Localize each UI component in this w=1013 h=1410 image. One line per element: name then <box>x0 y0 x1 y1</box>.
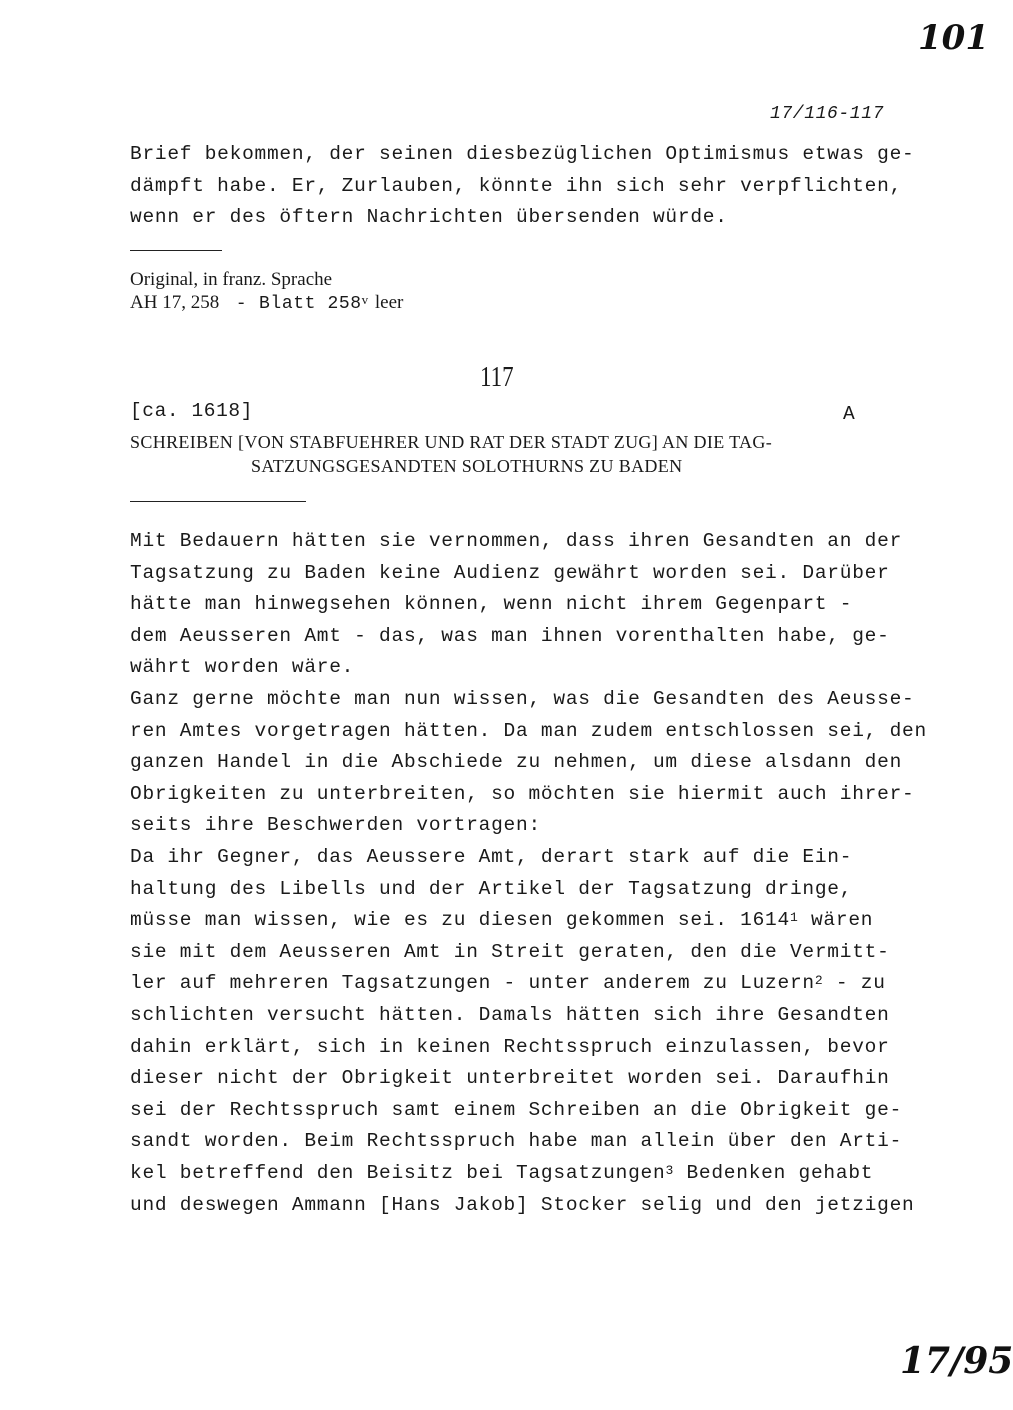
body-line <box>130 814 541 836</box>
body-line <box>130 625 890 647</box>
body-line <box>130 688 914 710</box>
footnote-ref: 3 <box>665 1163 674 1178</box>
folio: Blatt 258 <box>259 294 362 314</box>
body-text: dahin erklärt, sich in keinen Rechtsspruch einzulassen, bevor <box>130 1035 890 1058</box>
body-line <box>130 656 354 678</box>
archive-ref: AH 17, 258 <box>130 292 220 313</box>
source-location <box>130 292 403 314</box>
source-note: Original, in franz. Sprache <box>130 269 333 290</box>
footnote-ref: 1 <box>789 910 799 926</box>
body-line <box>130 972 886 994</box>
body-text: und deswegen Ammann [Hans Jakob] Stocker selig und den jetzigen <box>130 1193 915 1216</box>
body-text: dem Aeusseren Amt - das, was man ihnen vorenthalten habe, ge- <box>130 624 890 647</box>
body-text-cont: Bedenken gehabt <box>674 1162 874 1184</box>
body-line <box>130 720 927 742</box>
dash: - <box>237 292 245 313</box>
body-text: ganzen Handel in die Abschiede zu nehmen, um diese alsdann den <box>130 751 903 774</box>
body-line <box>130 751 902 773</box>
body-text-cont: - zu <box>823 972 886 995</box>
letter-number: 117 <box>480 362 514 393</box>
letter-title-line2: SATZUNGSGESANDTEN SOLOTHURNS ZU BADEN <box>251 456 683 476</box>
text-line: wenn er des öftern Nachrichten übersenden würde. <box>130 206 728 228</box>
divider <box>130 250 222 251</box>
body-text: schlichten versucht hätten. Damals hätten sich ihre Gesandten <box>130 1004 890 1026</box>
body-line <box>130 1162 873 1184</box>
body-line <box>130 562 890 584</box>
body-text: ren Amtes vorgetragen hätten. Da man zudem entschlossen sei, den <box>130 719 927 742</box>
reference-number: 17/116-117 <box>770 104 885 124</box>
letter-marker: A <box>843 403 856 425</box>
body-line <box>130 846 852 868</box>
body-text: Mit Bedauern hätten sie vernommen, dass ihren Gesandten an der <box>130 530 903 552</box>
footnote-ref: 2 <box>814 973 824 989</box>
divider <box>130 501 306 502</box>
body-text: kel betreffend den Beisitz bei Tagsatzungen <box>130 1162 666 1184</box>
body-line <box>130 878 852 900</box>
body-text: Obrigkeiten zu unterbreiten, so möchten sie hiermit auch ihrer- <box>130 782 915 805</box>
text-line: Brief bekommen, der seinen diesbezüglichen Optimismus etwas ge- <box>130 143 915 165</box>
body-text-cont: wären <box>798 909 874 932</box>
handwritten-page-number: 101 <box>918 18 989 58</box>
body-text: währt worden wäre. <box>130 656 355 679</box>
handwritten-folio: 17/95 <box>900 1340 1013 1382</box>
body-text: dieser nicht der Obrigkeit unterbreitet worden sei. Daraufhin <box>130 1067 890 1090</box>
body-line <box>130 530 902 552</box>
body-line <box>130 1067 890 1089</box>
body-line <box>130 593 852 615</box>
folio-status: leer <box>374 292 404 313</box>
body-line <box>130 1194 914 1216</box>
body-text: Tagsatzung zu Baden keine Audienz gewährt worden sei. Darüber <box>130 561 890 584</box>
body-text: müsse man wissen, wie es zu diesen gekommen sei. 1614 <box>130 909 790 932</box>
body-text: ler auf mehreren Tagsatzungen - unter anderem zu Luzern <box>130 972 815 995</box>
body-line <box>130 1004 890 1026</box>
body-line <box>130 1036 890 1058</box>
body-text: sei der Rechtsspruch samt einem Schreiben an die Obrigkeit ge- <box>130 1098 903 1121</box>
body-text: sandt worden. Beim Rechtsspruch habe man allein über den Arti- <box>130 1130 903 1153</box>
body-line <box>130 1130 902 1152</box>
body-text: hätte man hinwegsehen können, wenn nicht ihrem Gegenpart - <box>130 593 853 616</box>
letter-title-line1: SCHREIBEN [VON STABFUEHRER UND RAT DER STADT ZUG] AN DIE TAG- <box>130 432 773 452</box>
body-line <box>130 941 890 963</box>
letter-date: [ca. 1618] <box>130 400 254 422</box>
body-line <box>130 1099 902 1121</box>
body-line <box>130 909 873 931</box>
body-text: Ganz gerne möchte man nun wissen, was die Gesandten des Aeusse- <box>130 688 915 710</box>
verso-mark: v <box>361 292 369 307</box>
body-text: sie mit dem Aeusseren Amt in Streit geraten, den die Vermitt- <box>130 940 890 963</box>
body-text: haltung des Libells und der Artikel der Tagsatzung dringe, <box>130 877 853 900</box>
text-line: dämpft habe. Er, Zurlauben, könnte ihn sich sehr verpflichten, <box>130 175 903 197</box>
body-text: seits ihre Beschwerden vortragen: <box>130 814 541 837</box>
body-line <box>130 783 914 805</box>
body-text: Da ihr Gegner, das Aeussere Amt, derart stark auf die Ein- <box>130 846 853 868</box>
